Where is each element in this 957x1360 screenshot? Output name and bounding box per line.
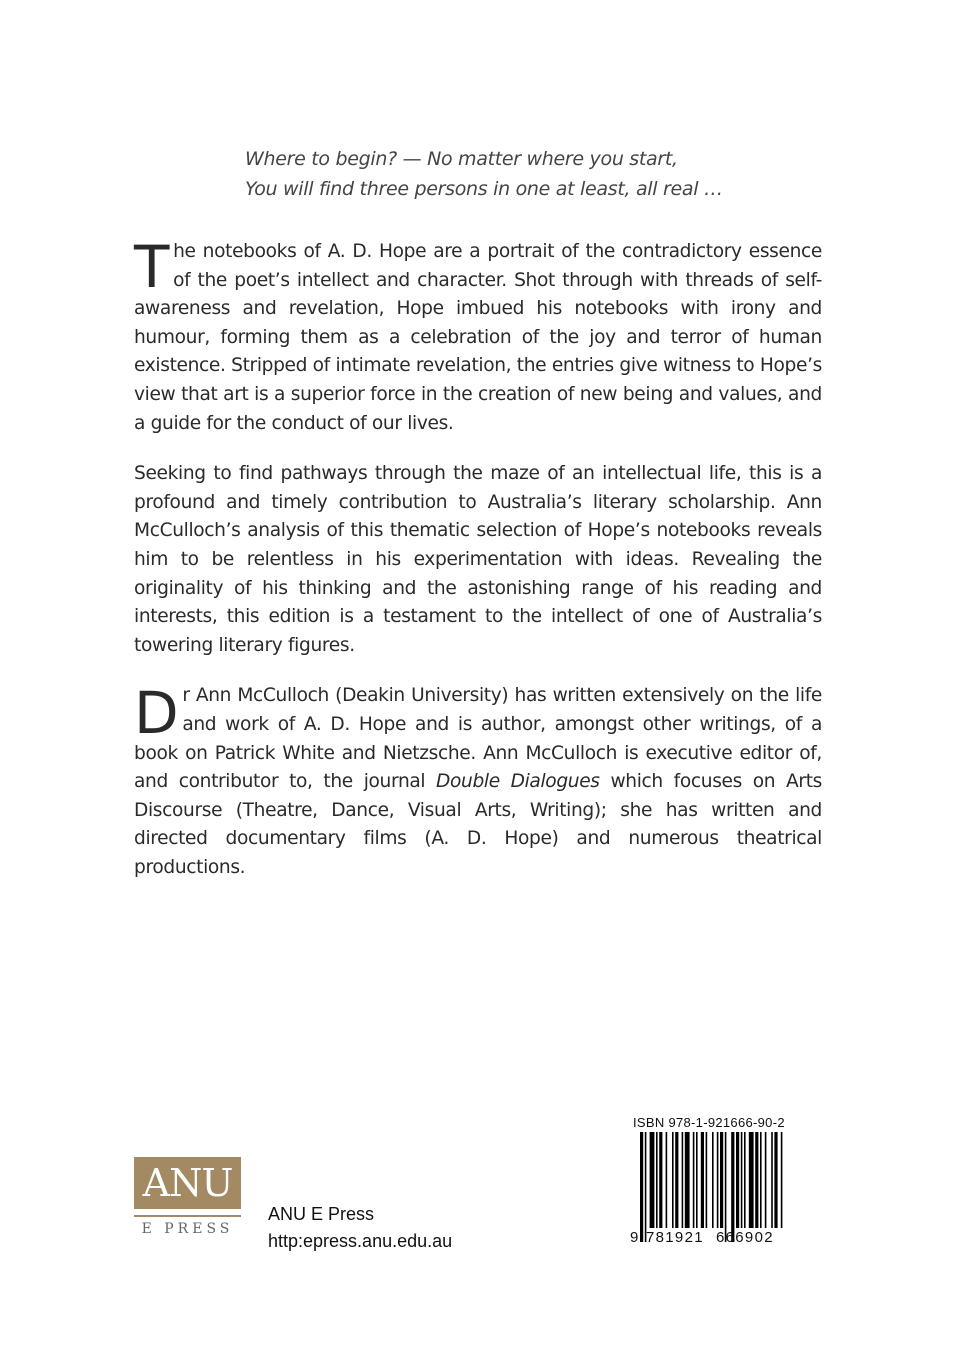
barcode-bar: [675, 1132, 678, 1228]
barcode-bar: [736, 1132, 739, 1228]
barcode-bar: [693, 1132, 695, 1228]
logo-divider: [134, 1215, 241, 1217]
barcode-digit-first: 9: [630, 1229, 640, 1246]
barcode-bar: [771, 1132, 773, 1228]
barcode-bar: [656, 1132, 658, 1228]
journal-title: Double Dialogues: [436, 771, 600, 793]
barcode-bar: [666, 1132, 668, 1228]
publisher-name: ANU E Press: [268, 1204, 375, 1224]
dropcap-t: T: [134, 233, 170, 301]
barcode-bar: [712, 1132, 714, 1228]
barcode-bar: [774, 1132, 777, 1228]
author-bio-text-b: which focuses on Arts Discourse (Theatre, Dance, Visual Arts, Writing); she has written and directed documentary films (A. D. Hope) and numerous theatrical productions.: [134, 771, 822, 878]
barcode-bar: [650, 1132, 655, 1228]
barcode-bar: [706, 1132, 708, 1228]
barcode-bar: [717, 1132, 719, 1228]
barcode-bar: [725, 1132, 727, 1242]
barcode-bar: [701, 1132, 704, 1228]
publisher-info: [268, 1201, 452, 1255]
barcode-bar: [672, 1132, 674, 1228]
author-bio-text-a: r Ann McCulloch (Deakin University) has written extensively on the life and work of A. D. Hope and is author, amongst other writings, of a book on Patrick White and Nietzsche. Ann McCulloch is executive editor of, and contributor to, the journal: [134, 685, 822, 793]
barcode-bar: [645, 1132, 647, 1242]
paragraph-contribution: [134, 460, 822, 660]
barcode-bar: [760, 1132, 762, 1228]
barcode-bar: [741, 1132, 743, 1228]
barcode-bar: [781, 1132, 783, 1228]
barcode-bar: [744, 1132, 746, 1228]
barcode-bar: [731, 1132, 734, 1242]
barcode-bar: [685, 1132, 690, 1228]
dropcap-d: D: [134, 679, 179, 748]
anu-logo: [134, 1157, 241, 1209]
barcode-bar: [720, 1132, 723, 1228]
publisher-url: http:epress.anu.edu.au: [268, 1231, 453, 1251]
barcode-bar: [682, 1132, 684, 1228]
barcode-digits-left: 781921: [646, 1229, 704, 1246]
anu-logo-mark: ANU: [142, 1161, 233, 1205]
paragraph-intro: [134, 233, 822, 438]
barcode-bar: [749, 1132, 754, 1228]
barcode-bar: [640, 1132, 643, 1242]
barcode-bar: [659, 1132, 662, 1228]
epigraph: [245, 144, 865, 204]
barcode-bar: [765, 1132, 767, 1228]
paragraph-intro-text: he notebooks of A. D. Hope are a portrait of the contradictory essence of the poet’s intellect and character. Shot through with threads of self-awareness and revelation, Hope imbued his notebooks with irony and humour, forming them as a celebration of the joy and terror of human existence. Stripped of intimate revelation, the entries give witness to Hope’s view that art is a superior force in the creation of new being and values, and a guide for the conduct of our lives.: [134, 241, 822, 434]
epigraph-line-1: Where to begin? — No matter where you start,: [245, 148, 678, 170]
anu-logo-subtitle: E PRESS: [141, 1221, 234, 1237]
barcode-digits-right: 666902: [716, 1229, 774, 1246]
isbn-label: ISBN 978-1-921666-90-2: [633, 1115, 785, 1130]
paragraph-author-bio: [134, 679, 822, 882]
paragraph-contribution-text: Seeking to find pathways through the maze of an intellectual life, this is a profound and timely contribution to Australia’s literary scholarship. Ann McCulloch’s analysis of this thematic selection of Hope’s notebooks reveals him to be relentless in his experimentation with ideas. Revealing the originality of his thinking and the astonishing range of his reading and interests, this edition is a testament to the intellect of one of Australia’s towering literary figures.: [134, 463, 822, 656]
barcode-bar: [696, 1132, 698, 1228]
barcode-bar: [755, 1132, 758, 1228]
blurb: [134, 233, 822, 904]
epigraph-line-2: You will find three persons in one at least, all real …: [245, 178, 723, 200]
